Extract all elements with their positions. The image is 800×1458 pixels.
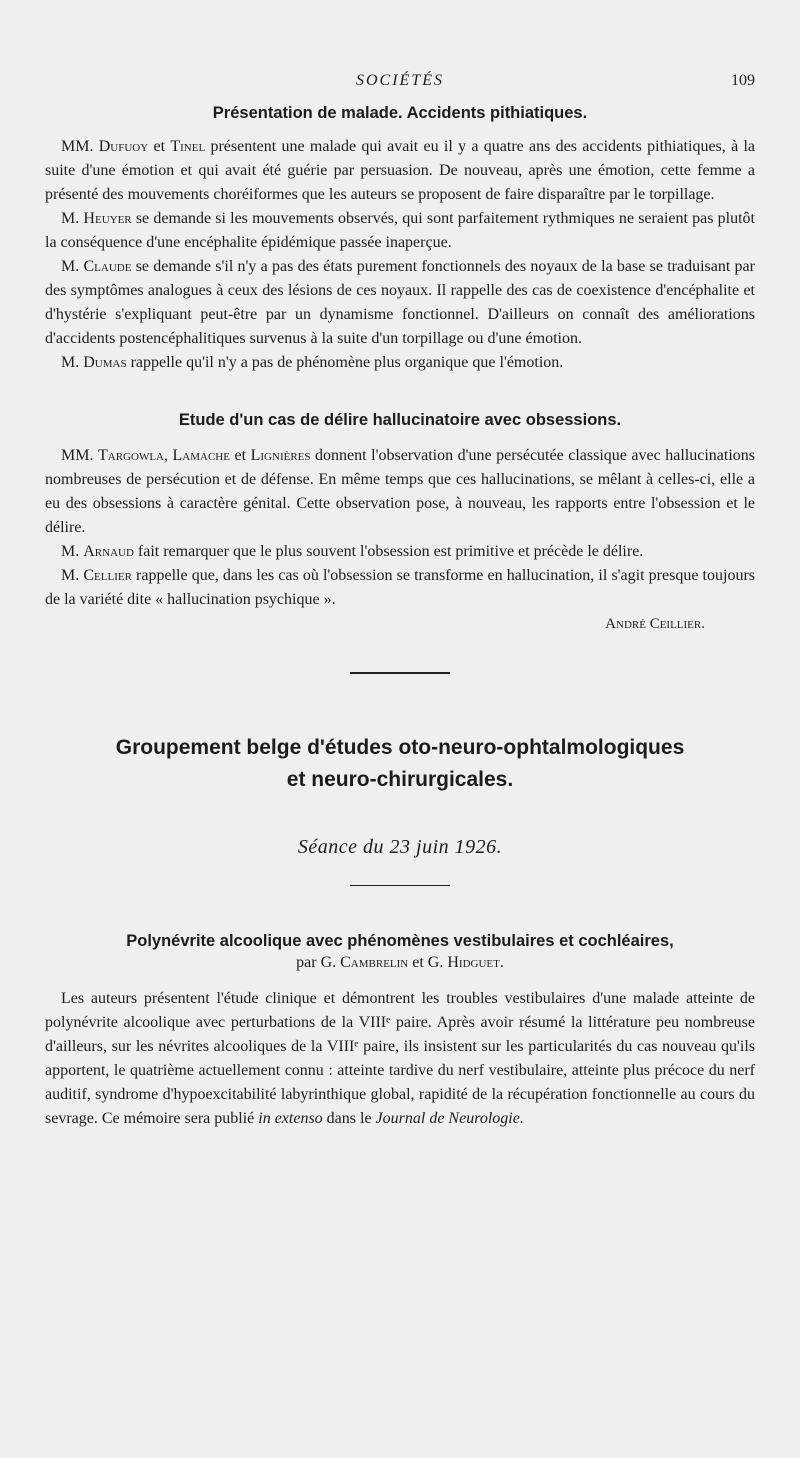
author-name: Claude [83,258,132,275]
signature: André Ceillier. [605,616,705,632]
group-title [45,732,755,796]
paragraph [45,564,755,612]
paragraph [45,255,755,351]
authors-prefix: par G. [296,954,341,971]
italic-phrase: in extenso [258,1110,323,1127]
author-name: Tinel [170,138,206,155]
paragraph-text: Les auteurs présentent l'étude clinique et démontrent les troubles vestibulaires d'une malade atteinte de polynévrite alcoolique avec perturbations de la VIIIᵉ paire. Après avoir résumé la littérature peu nombreuse d'ailleurs, sur les névrites alcooliques de la VIIIᵉ paire, ils insistent sur les particularités du cas nouveau qu'ils apportent, le quatrième actuellement connu : atteinte tardive du nerf vestibulaire, atteinte plus précoce du nerf auditif, syndrome d'hypoexcitabilité labyrinthique global, rapidité de la récupération fonctionnelle au cours du sevrage. Ce mémoire sera publié [45,990,755,1127]
paragraph [45,207,755,255]
paragraph-prefix: M. [61,210,84,227]
paragraph-prefix: M. [61,543,84,560]
paragraph-text: donnent l'observation d'une persécutée classique avec hallucinations nombreuses de persécution et de défense. En même temps que ces hallucinations, se mêlant à celles-ci, elle a eu des obsessions à caractère génital. Cette observation pose, à nouveau, les rapports entre l'obsession et le délire. [45,447,756,536]
article-body [45,104,755,1131]
author-name: Heuyer [83,210,132,227]
section-title: Polynévrite alcoolique avec phénomènes vestibulaires et cochléaires, [126,932,674,950]
paragraph [45,444,755,540]
section-title: Présentation de malade. Accidents pithiatiques. [212,104,588,122]
page-header [45,72,755,96]
paragraph-text: présentent une malade qui avait eu il y a quatre ans des accidents pithiatiques, à la suite d'une émotion et qui avait été guérie par persuasion. De nouveau, après une émotion, cette femme a présenté des mouvements choréiformes que les auteurs se proposent de faire disparaître par le torpillage. [45,138,756,203]
paragraph-prefix: MM. [61,138,99,155]
paragraph-prefix: M. [61,567,84,584]
author-name: Cambrelin [340,954,409,971]
paragraph-text: fait remarquer que le plus souvent l'obsession est primitive et précède le délire. [133,543,644,560]
authors-connector: et G. [408,954,448,971]
paragraph [45,135,755,207]
author-name: Dumas [83,354,127,371]
session-date: Séance du 23 juin 1926. [297,835,503,858]
paragraph-text: dans le [322,1110,376,1127]
paragraph-prefix: MM. [61,447,98,464]
group-title-line: Groupement belge d'études oto-neuro-ophtalmologiques [115,735,685,759]
author-name: Targowla, Lamache [98,447,230,464]
group-title-line: et neuro-chirurgicales. [286,767,514,791]
journal-title: Journal de Neurologie. [375,1110,524,1127]
paragraph-prefix: M. [61,258,84,275]
paragraph-text: se demande si les mouvements observés, qui sont parfaitement rythmiques ne seraient pas plutôt la conséquence d'une encéphalite épidémique passée inaperçue. [45,210,755,251]
running-head: SOCIÉTÉS [356,72,444,89]
paragraph [45,987,755,1131]
author-name: Lignières [250,447,311,464]
author-name: Dufuoy [98,138,149,155]
paragraph-text: et [229,447,251,464]
author-name: Arnaud [83,543,134,560]
paragraph-text: et [148,138,171,155]
page-number: 109 [731,72,755,89]
section-title: Etude d'un cas de délire hallucinatoire avec obsessions. [178,411,622,429]
paragraph-text: rappelle qu'il n'y a pas de phénomène plus organique que l'émotion. [126,354,564,371]
paragraph-text: se demande s'il n'y a pas des états purement fonctionnels des noyaux de la base se traduisant par des symptômes analogues à ceux des lésions de ces noyaux. Il rappelle des cas de coexistence d'encéphalite et d'hystérie s'expliquant peut-être par un dynamisme fonctionnel. D'ailleurs on connaît des améliorations d'accidents postencéphalitiques survenus à la suite d'un torpillage ou d'une émotion. [45,258,755,347]
author-name: Cellier [83,567,132,584]
paragraph-text: rappelle que, dans les cas où l'obsession se transforme en hallucination, il s'agit presque toujours de la variété dite « hallucination psychique ». [45,567,755,608]
paragraph [45,351,755,375]
paragraph-prefix: M. [61,354,84,371]
authors-line [45,951,755,975]
paragraph [45,540,755,564]
author-name: Hidguet. [447,954,504,971]
